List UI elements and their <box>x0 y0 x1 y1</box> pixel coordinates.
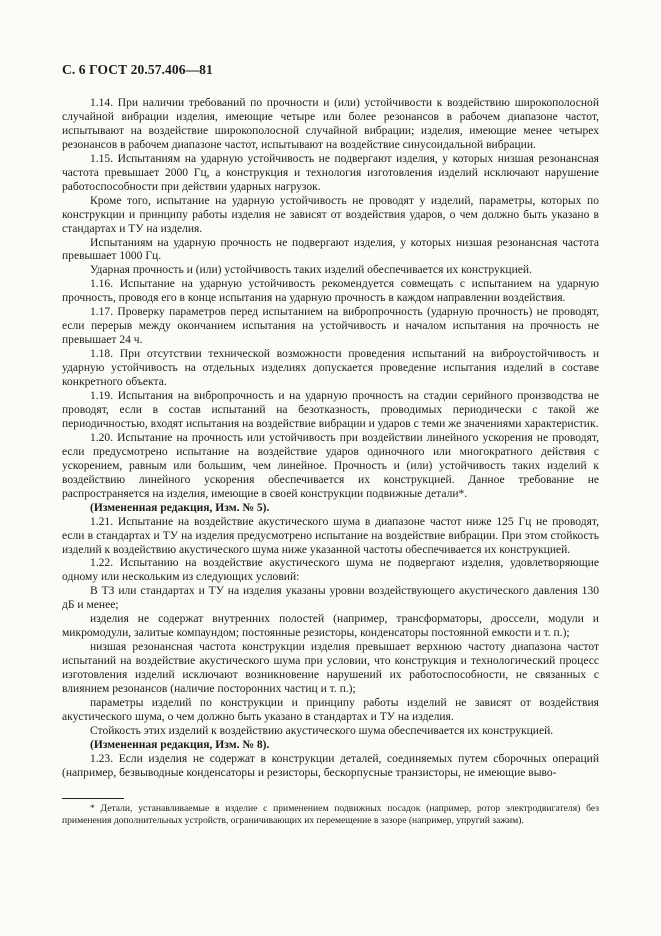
clause-1-14: 1.14. При наличии требований по прочности и (или) устойчивости к воздействию широкополосной случайной вибрации изделия, имеющие четыре или более резонансов в рабочем диапазоне частот, испытывают на воздействие широкополосной случайной вибрации; изделия, имеющие менее четырех резонансов в рабочем диапазоне частот, испытывают на воздействие синусоидальной вибрации. <box>62 97 599 151</box>
clause-1-17: 1.17. Проверку параметров перед испытанием на вибропрочность (ударную прочность) не проводят, если перерыв между окончанием испытания на устойчивость и началом испытания на прочность не превышает 24 ч. <box>62 306 599 347</box>
amendment-note: (Измененная редакция, Изм. № 5). <box>90 501 270 514</box>
clause-1-15: 1.15. Испытаниям на ударную устойчивость не подвергают изделия, у которых низшая резонансная частота превышает 2000 Гц, а конструкция и технология изготовления изделий исключают нарушение работоспособности при действии ударных нагрузок. <box>62 152 599 193</box>
condition-item: изделия не содержат внутренних полостей (например, трансформаторы, дроссели, модули и микромодули, залитые компаундом; постоянные резисторы, конденсаторы постоянной емкости и т. п.); <box>62 613 599 640</box>
paragraph: Кроме того, испытание на ударную устойчивость не проводят у изделий, параметры, которых по конструкции и принципу работы изделия не зависят от воздействия ударов, о чем должно быть указано в стандартах и ТУ на изделия. <box>62 194 599 235</box>
clause-1-21: 1.21. Испытание на воздействие акустического шума в диапазоне частот ниже 125 Гц не проводят, если в стандартах и ТУ на изделия предусмотрено испытание на воздействие вибрации. При этом стойкость изделий к воздействию акустического шума ниже указанной частоты обеспечивается их конструкцией. <box>62 515 599 556</box>
footnote <box>62 803 599 827</box>
amendment-note: (Измененная редакция, Изм. № 8). <box>90 738 270 751</box>
condition-item: низшая резонансная частота конструкции изделия превышает верхнюю частоту диапазона частот испытаний на воздействие акустического шума при условии, что конструкция и технологический процесс изготовления изделий исключают возникновение нарушений их работоспособности, не связанных с влиянием резонансов (наличие посторонних частиц и т. п.); <box>62 641 599 696</box>
paragraph: Стойкость этих изделий к воздействию акустического шума обеспечивается их конструкцией. <box>90 724 554 737</box>
clause-1-23: 1.23. Если изделия не содержат в конструкции деталей, соединяемых путем сборочных операций (например, безвыводные конденсаторы и резисторы, бескорпусные транзисторы, не имеющие выво- <box>62 752 599 779</box>
clause-1-18: 1.18. При отсутствии технической возможности проведения испытаний на виброустойчивость и ударную устойчивость на отдельных изделиях допускается проведение испытания изделий в составе конкретного объекта. <box>62 348 599 389</box>
paragraph: Ударная прочность и (или) устойчивость таких изделий обеспечивается их конструкцией. <box>90 264 532 277</box>
clause-1-16: 1.16. Испытание на ударную устойчивость рекомендуется совмещать с испытанием на ударную прочность, проводя его в конце испытания на ударную прочность в каждом направлении воздействия. <box>62 278 599 305</box>
clause-1-20: 1.20. Испытание на прочность или устойчивость при воздействии линейного ускорения не проводят, если предусмотрено испытание на воздействие ударов одиночного или многократного действия с ускорением, равным или большим, чем линейное. Прочность и (или) устойчивость таких изделий к воздействию линейного ускорения обеспечивается их конструкцией. Данное требование не распространяется на изделия, имеющие в своей конструкции подвижные детали*. <box>62 431 599 500</box>
condition-item: параметры изделий по конструкции и принципу работы изделий не зависят от воздействия акустического шума, о чем должно быть указано в стандартах и ТУ на изделия. <box>62 696 599 723</box>
footnote-divider <box>62 798 124 799</box>
paragraph: Испытаниям на ударную прочность не подвергают изделия, у которых низшая резонансная частота превышает 1000 Гц. <box>62 236 599 263</box>
body-text <box>62 97 599 781</box>
clause-1-22: 1.22. Испытанию на воздействие акустического шума не подвергают изделия, удовлетворяющие одному или нескольким из следующих условий: <box>62 557 599 584</box>
page-header: С. 6 ГОСТ 20.57.406—81 <box>62 62 213 77</box>
clause-1-19: 1.19. Испытания на вибропрочность и на ударную прочность на стадии серийного производства не проводят, если в состав испытаний на безотказность, проводимых периодически с такой же периодичностью, входят испытания на воздействие вибрации и ударов с теми же значениями характеристик. <box>62 390 599 430</box>
condition-item: В ТЗ или стандартах и ТУ на изделия указаны уровни воздействующего акустического давления 130 дБ и менее; <box>62 585 599 612</box>
footnote-text: * Детали, устанавливаемые в изделие с применением подвижных посадок (например, ротор электродвигателя) без применения дополнительных устройств, ограничивающих их перемещение в зазоре (например, упругий зажим). <box>62 803 599 827</box>
